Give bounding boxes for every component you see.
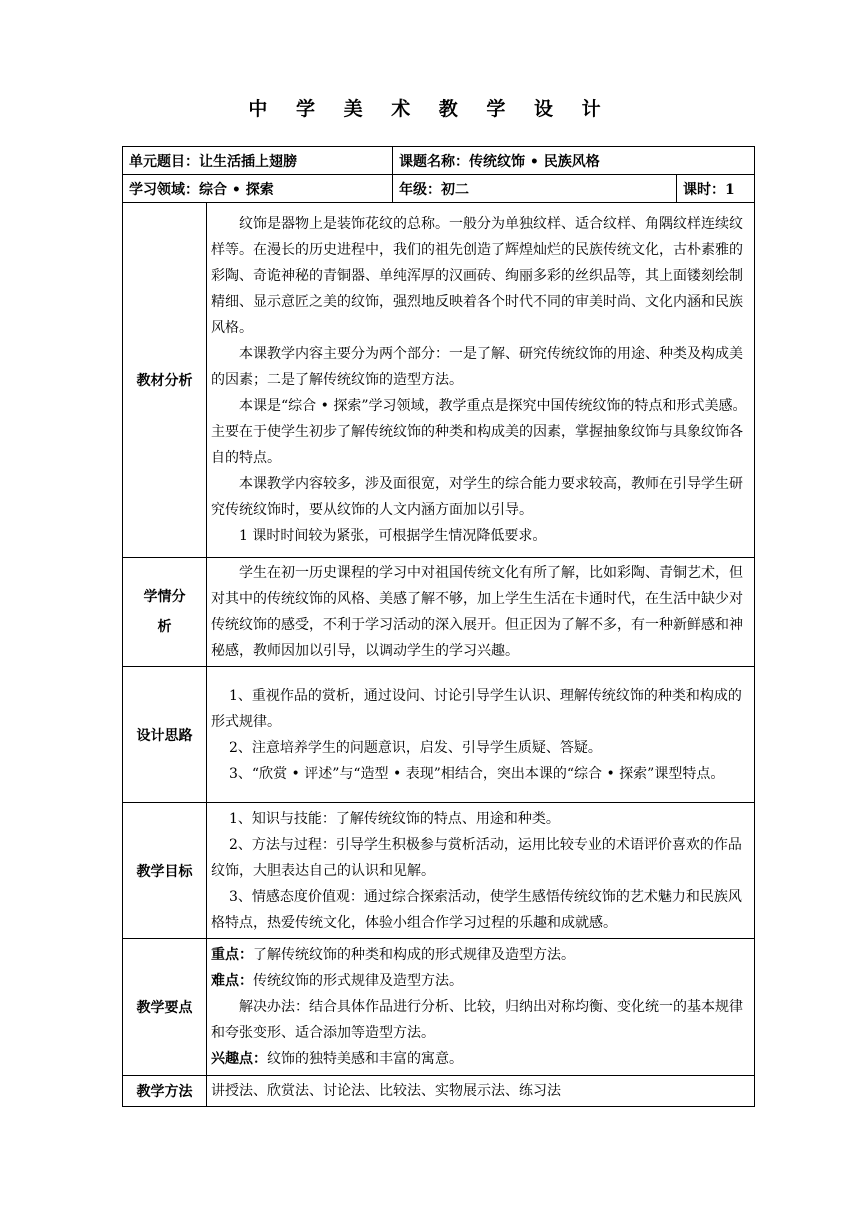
lesson-plan-table xyxy=(122,146,755,1107)
goal-paragraph: 1、知识与技能：了解传统纹饰的特点、用途和种类。 xyxy=(229,810,560,827)
student-analysis-label-line2: 析 xyxy=(157,619,172,635)
teaching-methods-content: 讲授法、欣赏法、讨论法、比较法、实物展示法、练习法 xyxy=(207,1076,755,1107)
goal-paragraph: 3、情感态度价值观：通过综合探索活动，使学生感悟传统纹饰的艺术魅力和民族风格特点，热爱传统文化，体验小组合作学习过程的乐趣和成就感。 xyxy=(211,888,742,931)
material-paragraph: 纹饰是器物上是装饰花纹的总称。一般分为单独纹样、适合纹样、角隅纹样连续纹样等。在漫长的历史进程中，我们的祖先创造了辉煌灿烂的民族传统文化，古朴素雅的彩陶、奇诡神秘的青铜器、单纯浑厚的汉画砖、绚丽多彩的丝织品等，其上面镂刻绘制精细、显示意匠之美的纹饰，强烈地反映着各个时代不同的审美时尚、文化内涵和民族风格。 xyxy=(211,216,743,336)
difficulty-text: 传统纹饰的形式规律及造型方法。 xyxy=(253,973,463,989)
design-idea-label: 设计思路 xyxy=(123,667,207,803)
design-idea-content xyxy=(207,667,755,803)
design-paragraph: 2、注意培养学生的问题意识，启发、引导学生质疑、答疑。 xyxy=(229,739,602,756)
goal-paragraph: 2、方法与过程：引导学生积极参与赏析活动，运用比较专业的术语评价喜欢的作品纹饰，大胆表达自己的认识和见解。 xyxy=(211,836,742,879)
grade-cell: 年级：初二 xyxy=(393,175,677,203)
key-points-label: 教学要点 xyxy=(123,939,207,1076)
material-paragraph: 1 课时时间较为紧张，可根据学生情况降低要求。 xyxy=(239,528,547,544)
focus-line xyxy=(211,942,750,968)
design-paragraph: 1、重视作品的赏析，通过设问、讨论引导学生认识、理解传统纹饰的种类和构成的形式规律。 xyxy=(211,687,742,730)
focus-text: 了解传统纹饰的种类和构成的形式规律及造型方法。 xyxy=(253,947,575,963)
material-analysis-row xyxy=(123,203,755,558)
interest-text: 纹饰的独特美感和丰富的寓意。 xyxy=(267,1051,463,1067)
lesson-name-cell: 课题名称：传统纹饰 • 民族风格 xyxy=(393,147,755,175)
key-points-row xyxy=(123,939,755,1076)
key-points-content xyxy=(207,939,755,1076)
unit-title-cell: 单元题目：让生活插上翅膀 xyxy=(123,147,393,175)
interest-line xyxy=(211,1046,750,1072)
student-paragraph: 学生在初一历史课程的学习中对祖国传统文化有所了解，比如彩陶、青铜艺术，但对其中的传统纹饰的风格、美感了解不够，加上学生生活在卡通时代，在生活中缺少对传统纹饰的感受，不利于学习活动的深入展开。但正因为了解不多，有一种新鲜感和神秘感，教师因加以引导，以调动学生的学习兴趣。 xyxy=(211,565,743,659)
material-paragraph: 本课是“综合 • 探索”学习领域，教学重点是探究中国传统纹饰的特点和形式美感。主要在于使学生初步了解传统纹饰的种类和构成美的因素，掌握抽象纹饰与具象纹饰各自的特点。 xyxy=(211,398,747,466)
student-analysis-row xyxy=(123,558,755,667)
focus-label: 重点： xyxy=(211,947,253,963)
header-row-2 xyxy=(123,175,755,203)
page-title: 中 学 美 术 教 学 设 计 xyxy=(248,98,612,120)
student-analysis-label-line1: 学情分 xyxy=(143,589,186,605)
header-row-1 xyxy=(123,147,755,175)
material-paragraph: 本课教学内容较多，涉及面很宽，对学生的综合能力要求较高，教师在引导学生研究传统纹饰时，要从纹饰的人文内涵方面加以引导。 xyxy=(211,476,743,518)
design-paragraph: 3、“欣赏 • 评述”与“造型 • 表现”相结合，突出本课的“综合 • 探索”课型特点。 xyxy=(229,765,725,782)
student-analysis-label xyxy=(123,558,207,667)
material-paragraph: 本课教学内容主要分为两个部分：一是了解、研究传统纹饰的用途、种类及构成美的因素；二是了解传统纹饰的造型方法。 xyxy=(211,346,743,388)
material-analysis-label: 教材分析 xyxy=(123,203,207,558)
teaching-methods-row xyxy=(123,1076,755,1107)
hours-cell: 课时：1 xyxy=(677,175,755,203)
teaching-goals-content xyxy=(207,803,755,939)
teaching-methods-label: 教学方法 xyxy=(123,1076,207,1107)
teaching-goals-row xyxy=(123,803,755,939)
learning-domain-cell: 学习领域：综合 • 探索 xyxy=(123,175,393,203)
student-analysis-content xyxy=(207,558,755,667)
interest-label: 兴趣点： xyxy=(211,1051,267,1067)
design-idea-row xyxy=(123,667,755,803)
difficulty-line xyxy=(211,968,750,994)
difficulty-label: 难点： xyxy=(211,973,253,989)
material-analysis-content xyxy=(207,203,755,558)
solution-line: 解决办法：结合具体作品进行分析、比较，归纳出对称均衡、变化统一的基本规律和夸张变形、适合添加等造型方法。 xyxy=(211,999,743,1041)
teaching-goals-label: 教学目标 xyxy=(123,803,207,939)
